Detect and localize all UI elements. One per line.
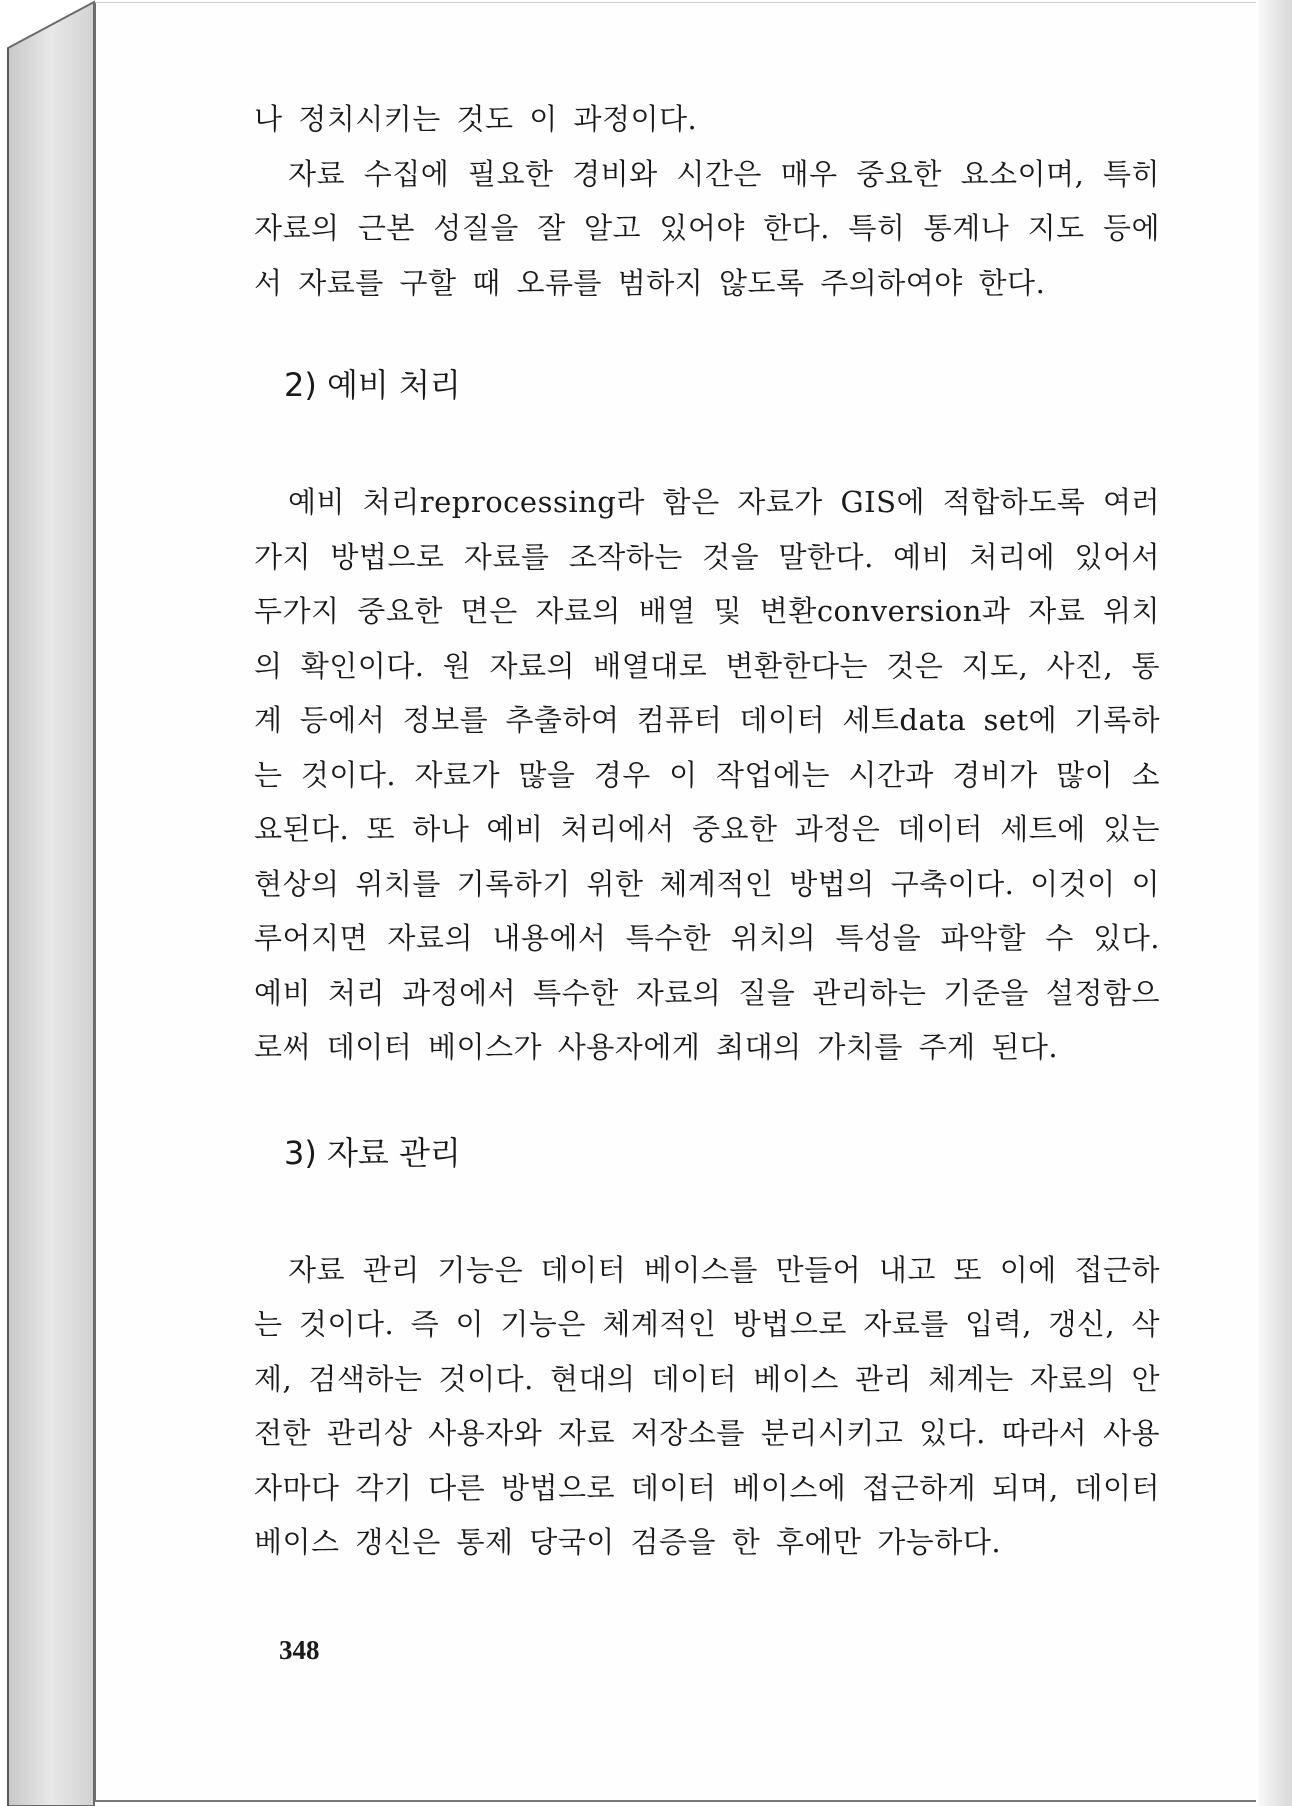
book-edge-graphic xyxy=(0,0,96,1806)
paragraph-continuation: 나 정치시키는 것도 이 과정이다. xyxy=(254,102,698,136)
section-heading-data-management: 3) 자료 관리 xyxy=(284,1133,461,1172)
paragraph-data-collection: 자료 수집에 필요한 경비와 시간은 매우 중요한 요소이며, 특히 자료의 근본 성질을 잘 알고 있어야 한다. 특히 통계나 지도 등에서 자료를 구할 때 오류를 범하지 않도록 주의하여야 한다. xyxy=(254,156,1160,300)
paragraph-preprocessing: 예비 처리reprocessing라 함은 자료가 GIS에 적합하도록 여러 가지 방법으로 자료를 조작하는 것을 말한다. 예비 처리에 있어서 두가지 중요한 면은 자료의 배열 및 변환conversion과 자료 위치의 확인이다. 원 자료의 배열대로 변환한다는 것은 지도, 사진, 통계 등에서 정보를 추출하여 컴퓨터 데이터 세트data set에 기록하는 것이다. 자료가 많을 경우 이 작업에는 시간과 경비가 많이 소요된다. 또 하나 예비 처리에서 중요한 과정은 데이터 세트에 있는 현상의 위치를 기록하기 위한 체계적인 방법의 구축이다. 이것이 이루어지면 자료의 내용에서 특수한 위치의 특성을 파악할 수 있다. 예비 처리 과정에서 특수한 자료의 질을 관리하는 기준을 설정함으로써 데이터 베이스가 사용자에게 최대의 가치를 주게 된다. xyxy=(254,485,1160,1064)
section-heading-preprocessing: 2) 예비 처리 xyxy=(284,366,461,404)
page-content xyxy=(254,92,1160,1570)
paragraph-data-management: 자료 관리 기능은 데이터 베이스를 만들어 내고 또 이에 접근하는 것이다. 즉 이 기능은 체계적인 방법으로 자료를 입력, 갱신, 삭제, 검색하는 것이다. 현대의 데이터 베이스 관리 체계는 자료의 안전한 관리상 사용자와 자료 저장소를 분리시키고 있다. 따라서 사용자마다 각기 다른 방법으로 데이터 베이스에 접근하게 되며, 데이터 베이스 갱신은 통제 당국이 검증을 한 후에만 가능하다. xyxy=(254,1252,1160,1559)
book-side-edge xyxy=(0,0,96,1806)
page-edge-shadow xyxy=(1258,0,1292,1806)
page-number: 348 xyxy=(279,1635,320,1665)
